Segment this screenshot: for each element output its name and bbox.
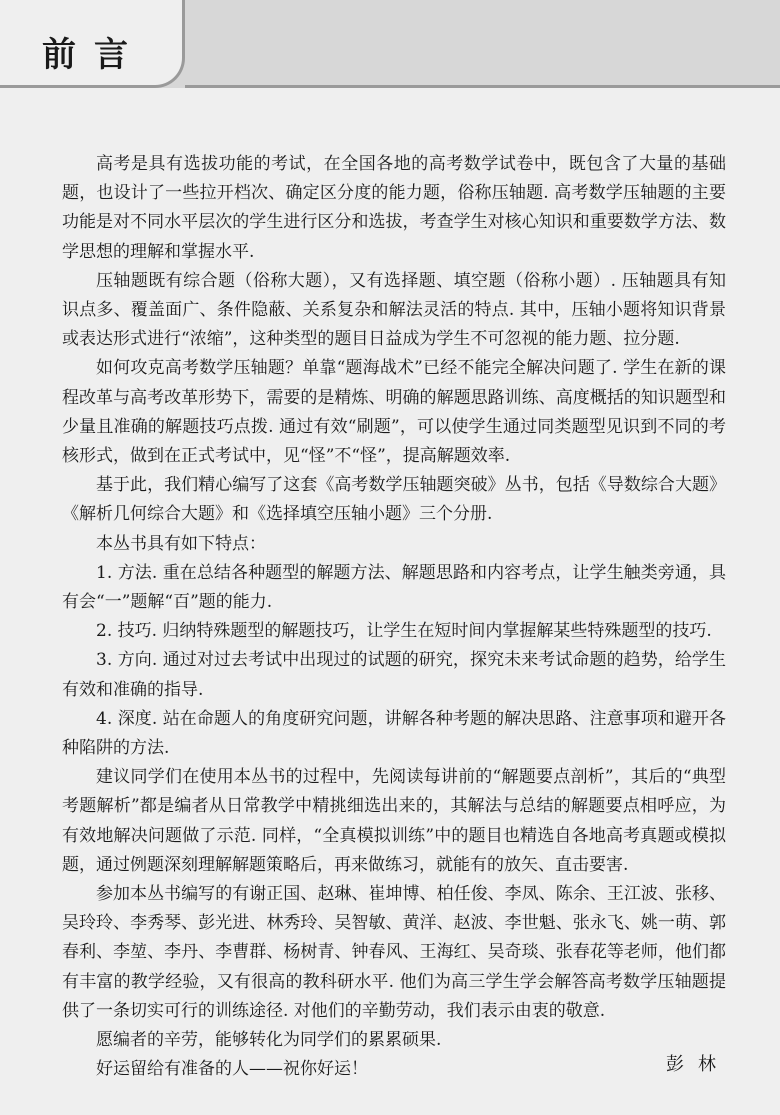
paragraph-5: 本丛书具有如下特点： <box>96 533 266 554</box>
paragraph-usage: 建议同学们在使用本丛书的过程中，先阅读每讲前的“解题要点剖析”，其后的“典型考题解析”都是编者从日常教学中精挑细选出来的，其解法与总结的解题要点相呼应，为有效地解决问题做了示范. 同样，“全真模拟训练”中的题目也精选自各地高考真题或模拟题，通过例题深刻理解解题策略后，再来做练习，就能有的放矢、直击要害. <box>62 767 726 875</box>
paragraph-wish: 愿编者的辛劳，能够转化为同学们的累累硕果. <box>96 1030 442 1051</box>
paragraph-4: 基于此，我们精心编写了这套《高考数学压轴题突破》丛书，包括《导数综合大题》《解析几何综合大题》和《选择填空压轴小题》三个分册. <box>62 475 726 525</box>
header-divider <box>185 85 780 88</box>
feature-item-2: 2. 技巧. 归纳特殊题型的解题技巧，让学生在短时间内掌握解某些特殊题型的技巧. <box>96 621 712 642</box>
feature-item-3: 3. 方向. 通过对过去考试中出现过的试题的研究，探究未来考试命题的趋势，给学生有效和准确的指导. <box>62 650 726 700</box>
paragraph-1: 高考是具有选拔功能的考试，在全国各地的高考数学试卷中，既包含了大量的基础题，也设计了一些拉开档次、确定区分度的能力题，俗称压轴题. 高考数学压轴题的主要功能是对不同水平层次的学生进行区分和选拔，考查学生对核心知识和重要数学方法、数学思想的理解和掌握水平. <box>62 154 726 262</box>
feature-item-4: 4. 深度. 站在命题人的角度研究问题，讲解各种考题的解决思路、注意事项和避开各种陷阱的方法. <box>62 708 726 759</box>
page-title: 前言 <box>42 35 146 75</box>
preface-body <box>62 150 726 1085</box>
paragraph-2: 压轴题既有综合题（俗称大题），又有选择题、填空题（俗称小题）. 压轴题具有知识点多、覆盖面广、条件隐蔽、关系复杂和解法灵活的特点. 其中，压轴小题将知识背景或表达形式进行“浓缩”，这种类型的题目日益成为学生不可忽视的能力题、拉分题. <box>62 270 726 350</box>
author-signature: 彭林 <box>666 1054 730 1075</box>
feature-item-1: 1. 方法. 重在总结各种题型的解题方法、解题思路和内容考点，让学生触类旁通，具有会“一”题解“百”题的能力. <box>62 562 726 613</box>
paragraph-authors: 参加本丛书编写的有谢正国、赵琳、崔坤博、柏任俊、李凤、陈余、王江波、张移、吴玲玲、李秀琴、彭光进、林秀玲、吴智敏、黄洋、赵波、李世魁、张永飞、姚一萌、郭春利、李堃、李丹、李曹群、杨树青、钟春风、王海红、吴奇琰、张春花等老师，他们都有丰富的教学经验，又有很高的教科研水平. 他们为高三学生学会解答高考数学压轴题提供了一条切实可行的训练途径. 对他们的辛勤劳动，我们表示由衷的敬意. <box>62 884 726 1021</box>
paragraph-closing: 好运留给有准备的人——祝你好运！ <box>96 1059 368 1080</box>
paragraph-3: 如何攻克高考数学压轴题？单靠“题海战术”已经不能完全解决问题了. 学生在新的课程改革与高考改革形势下，需要的是精炼、明确的解题思路训练、高度概括的知识题型和少量且准确的解题技巧点拨. 通过有效“刷题”，可以使学生通过同类题型见识到不同的考核形式，做到在正式考试中，见“怪”不“怪”，提高解题效率. <box>62 358 726 467</box>
